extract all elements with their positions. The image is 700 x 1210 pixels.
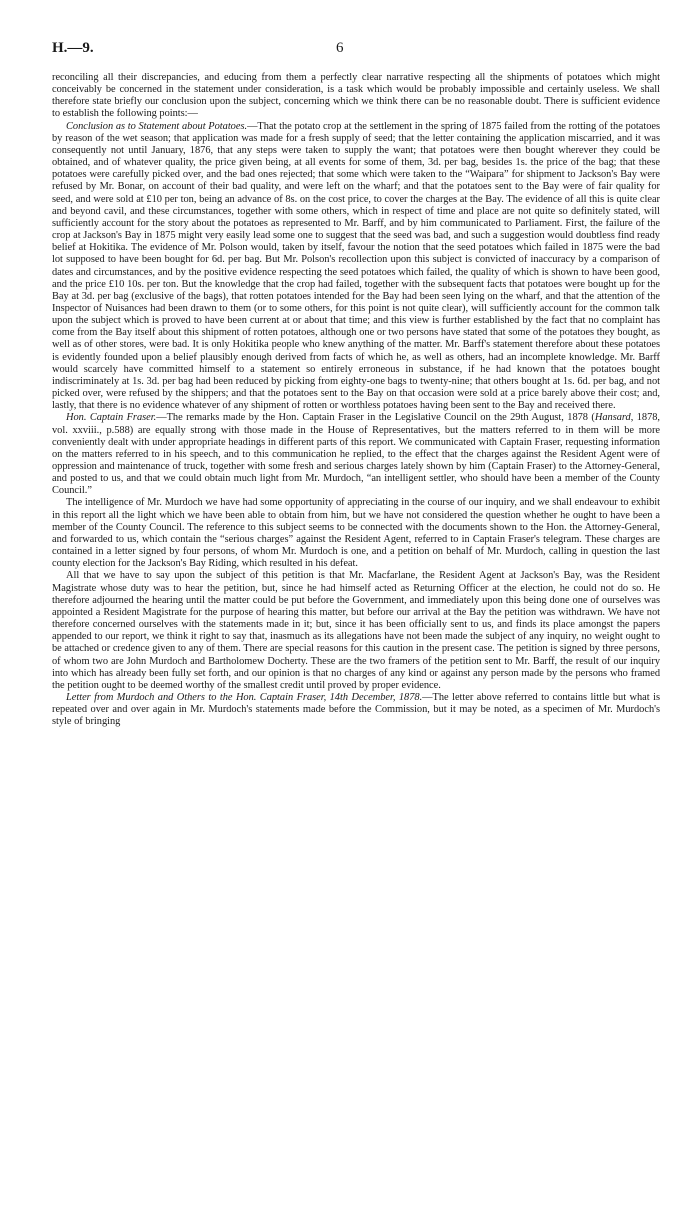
paragraph-text: All that we have to say upon the subject of this petition is that Mr. Macfarlane, the Resident Agent at Jackson's Bay, was the Resident Magistrate whose duty was to hear the petition, but, since he had himself acted as Returning Officer at the election, he could not do so. He therefore adjourned the hearing until the matter could be put before the Government, and immediately upon this being done one of ourselves was appointed a Resident Magistrate for the purpose of hearing this matter, but before our arrival at the Bay the petition was withdrawn. We have not therefore concerned ourselves with the statements made in it; but, since it has been officially sent to us, and finds its place amongst the papers appended to our report, we think it right to say that, inasmuch as its allegations have not been made the subject of any inquiry, no weight ought to be attached or credence given to any of them. There are special reasons for this caution in the present case. The petition is signed by three persons, of whom two are John Murdoch and Bartholomew Docherty. These are the two framers of the petition sent to Mr. Barff, the result of our inquiry into which has already been fully set forth, and our opinion is that no charges of any kind or against any person made by the persons who framed the petition ought to be deemed worthy of the smallest credit until proved by proper evidence. (52, 570, 660, 691)
document-body (52, 72, 660, 728)
paragraph-1 (52, 72, 660, 121)
paragraph-murdoch-intelligence (52, 497, 660, 570)
section-heading: Letter from Murdoch and Others to the Hon. Captain Fraser, 14th December, 1878. (66, 691, 423, 703)
paragraph-text: The intelligence of Mr. Murdoch we have had some opportunity of appreciating in the course of our inquiry, and we shall endeavour to exhibit in this report all the light which we have been able to obtain from him, but we have not considered the question whether he ought to have been a member of the County Council. The reference to this subject seems to be connected with the documents shown to the Hon. the Attorney-General, and forwarded to us, which contain the “serious charges” against the Resident Agent, referred to in Captain Fraser's telegram. These charges are contained in a letter signed by four persons, of whom Mr. Murdoch is one, and a petition on behalf of Mr. Murdoch, calling in question the last county election for the Jackson's Bay Riding, which resulted in his defeat. (52, 497, 660, 570)
section-heading: Hon. Captain Fraser. (66, 412, 157, 424)
paragraph-text: —The remarks made by the Hon. Captain Fraser in the Legislative Council on the 29th August, 1878 ( (156, 412, 595, 424)
paragraph-text: —The letter above referred to contains little but what is repeated over and over again in Mr. Murdoch's statements made before the Commission, but it may be noted, as a specimen of Mr. Murdoch's style of bringing (52, 691, 660, 728)
document-reference: H.—9. (52, 40, 94, 56)
paragraph-text: —That the potato crop at the settlement in the spring of 1875 failed from the rotting of the potatoes by reason of the wet season; that application was made for a fresh supply of seed; that the letter containing the application miscarried, and it was consequently not until January, 1876, that any steps were taken to supply the want; that potatoes were then bought wherever they could be obtained, and of whatever quality, the price given being, at all events for some of them, 3d. per bag, besides 1s. the price of the bag; that these potatoes were carefully picked over, and the bad ones rejected; that some which were taken to the “Waipara” for shipment to Jackson's Bay were refused by Mr. Bonar, on account of their bad quality, and were left on the wharf; and that the potatoes sent to the Bay were of fair quality for seed, and were sold at £10 per ton, being an advance of 8s. on the cost price, to cover the charges at the Bay. The evidence of all this is quite clear and beyond cavil, and these circumstances, together with some others, which in respect of time and place are not quite so definitely stated, will sufficiently account for the story about the potatoes as represented to Mr. Barff, and by him communicated to Parliament. First, the failure of the crop at Jackson's Bay in 1875 might very easily lead some one to suggest that the seed was bad, and such a suggestion would doubtless find ready belief at Hokitika. The evidence of Mr. Polson would, taken by itself, favour the notion that the seed potatoes which failed in 1875 were the bad lot supposed to have been bought for 6d. per bag. But Mr. Polson's recollection upon this subject is convicted of inaccuracy by a comparison of dates and circumstances, and by the positive evidence respecting the seed potatoes which failed, the quality of which is shown to have been good, and the price £10 10s. per ton. But the knowledge that the crop had failed, together with the subsequent facts that potatoes were bought up for the Bay at 3d. per bag (exclusive of the bags), that rotten potatoes intended for the Bay had been seen lying on the wharf, and that the attention of the Inspector of Nuisances had been drawn to them (or to some others, for this point is not quite clear), will sufficiently account for the common talk upon the subject which is proved to have been current at or about that time; and this view is further established by the fact that no complaint has come from the Bay itself about this shipment of rotten potatoes, although one or two persons have stated that some of the potatoes they bought, as well as of other stores, were bad. It is only Hokitika people who knew anything of the matter. Mr. Barff's statement therefore about these potatoes is evidently founded upon a belief plausibly enough derived from facts of which he, as well as others, had an incomplete knowledge. Mr. Barff would scarcely have committed himself to a statement so entirely erroneous in substance, if he had known that the potatoes bought indiscriminately at 1s. 3d. per bag had been reduced by picking from eighty-one bags to twenty-nine; that others bought at 1s. 6d. per bag, and not picked over, were refused by the shippers; and that the potatoes sent to the Bay on that occasion were sold at a price barely above their cost; and, lastly, that there is no evidence whatever of any shipment of rotten or worthless potatoes having been sent to the Bay and received there. (52, 120, 660, 412)
paragraph-text-continued: , 1878, vol. xxviii., p.588) are equally strong with those made in the House of Representatives, but the matters referred to in them will be more conveniently dealt with under appropriate headings in different parts of this report. We communicated with Captain Fraser, requesting information on the matters referred to in his speech, and to this communication he replied, to the effect that the charges against the Resident Agent were of oppression and maintenance of truck, together with some fresh and serious charges lately shown by him (Captain Fraser) to the Attorney-General, and posted to us, and that we could obtain much light from Mr. Murdoch, “an intelligent settler, who should have been a member of the County Council.” (52, 412, 660, 497)
paragraph-text: reconciling all their discrepancies, and educing from them a perfectly clear narrative respecting all the shipments of potatoes which might conceivably be concerned in the statement under consideration, is a task which would be probably impossible and certainly useless. We shall therefore state briefly our conclusion upon the subject, concerning which we think there can be no reasonable doubt. There is sufficient evidence to establish the following points:— (52, 72, 660, 120)
page-header (52, 40, 660, 66)
paragraph-petition (52, 570, 660, 692)
paragraph-letter-murdoch (52, 692, 660, 728)
section-heading: Conclusion as to Statement about Potatoes. (66, 120, 248, 132)
paragraph-captain-fraser (52, 412, 660, 497)
page-number: 6 (336, 40, 344, 56)
hansard-reference: Hansard (594, 412, 631, 424)
paragraph-potatoes (52, 121, 660, 413)
